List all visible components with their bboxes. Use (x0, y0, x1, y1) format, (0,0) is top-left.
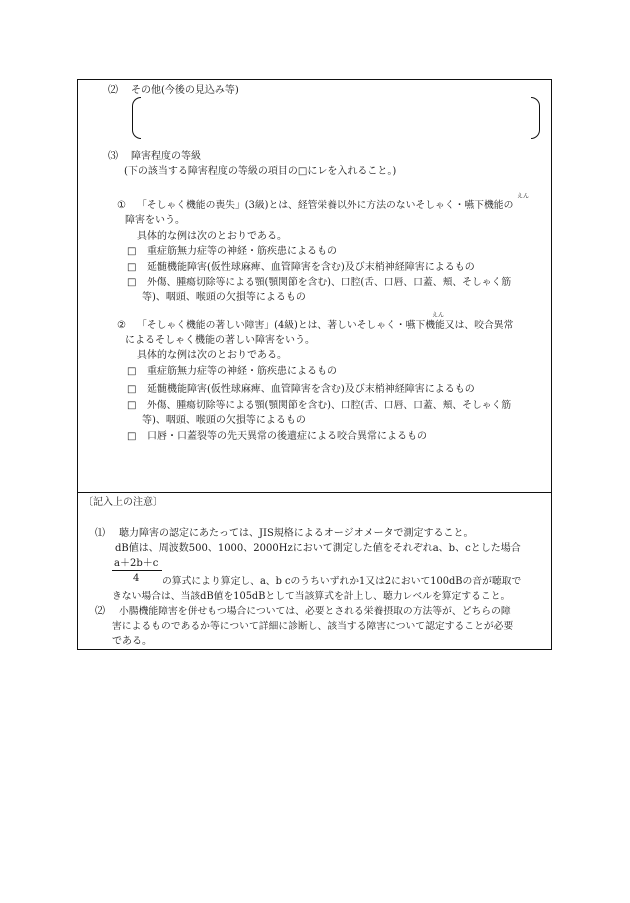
item2-check4-label: 口唇・口蓋裂等の先天異常の後遺症による咬合異常によるもの (147, 431, 427, 442)
item2-number: ② (117, 320, 126, 331)
other-number: ⑵ (108, 85, 118, 96)
note2-line3: である。 (112, 636, 152, 647)
notes-heading: 〔記入上の注意〕 (83, 497, 163, 508)
note1-number: ⑴ (95, 528, 105, 539)
item1-check2-box[interactable]: □ (127, 262, 137, 273)
item2-line2: によるそしゃく機能の著しい障害をいう。 (125, 335, 315, 346)
item1-ruby: えん (517, 193, 530, 200)
item1-line1: 「そしゃく機能の喪失」(3級)とは、経管栄養以外に方法のないそしゃく・嚥下機能の (137, 200, 514, 211)
item2-check4-box[interactable]: □ (127, 431, 137, 442)
grade-number: ⑶ (108, 151, 118, 162)
other-title: その他(今後の見込み等) (131, 85, 239, 96)
other-field-right-bracket (531, 97, 540, 139)
item2-line1: 「そしゃく機能の著しい障害」(4級)とは、著しいそしゃく・嚥下機能又は、咬合異常 (137, 320, 514, 331)
note1-line2: dB値は、周波数500、1000、2000Hzにおいて測定した値をそれぞれa、b、cとした場合 (115, 543, 521, 554)
item1-check1-box[interactable]: □ (127, 246, 137, 257)
item1-check1-label: 重症筋無力症等の神経・筋疾患によるもの (147, 246, 337, 257)
item1-check3-box[interactable]: □ (127, 277, 137, 288)
formula-fraction-bar (112, 570, 162, 571)
item2-check1-box[interactable]: □ (127, 366, 137, 377)
item1-check2-label: 延髄機能障害(仮性球麻痺、血管障害を含む)及び末梢神経障害によるもの (147, 262, 475, 273)
note1-line4: きない場合は、当該dB値を105dBとして当該算式を計上し、聴力レベルを算定すること。 (112, 591, 511, 602)
item1-check3-continued: 等)、咽頭、喉頭の欠損等によるもの (142, 292, 306, 303)
item2-ruby: えん (432, 312, 445, 319)
note2-line1: 小腸機能障害を併せもつ場合については、必要とされる栄養摂取の方法等が、どちらの障 (119, 606, 511, 617)
grade-title: 障害程度の等級 (131, 151, 201, 162)
item2-check3-label: 外傷、腫瘍切除等による顎(顎関節を含む)、口腔(舌、口唇、口蓋、頬、そしゃく筋 (147, 400, 512, 411)
item2-check3-continued: 等)、咽頭、喉頭の欠損等によるもの (142, 415, 306, 426)
item1-line2: 障害をいう。 (125, 215, 185, 226)
formula-denominator: 4 (133, 573, 140, 584)
item2-check3-box[interactable]: □ (127, 400, 137, 411)
item2-check1-label: 重症筋無力症等の神経・筋疾患によるもの (147, 366, 337, 377)
note1-line1: 聴力障害の認定にあたっては、JIS規格によるオージオメータで測定すること。 (119, 528, 474, 539)
note2-line2: 害によるものであるか等について詳細に診断し、該当する障害について認定することが必要 (112, 621, 514, 632)
item1-check3-label: 外傷、腫瘍切除等による顎(顎関節を含む)、口腔(舌、口唇、口蓋、頬、そしゃく筋 (147, 277, 512, 288)
note1-line3: の算式により算定し、a、b cのうちいずれか1又は2において100dBの音が聴取で (162, 576, 522, 587)
item2-example: 具体的な例は次のとおりである。 (137, 350, 287, 361)
item1-number: ① (117, 200, 126, 211)
other-field-left-bracket (132, 97, 141, 139)
formula-numerator: a＋2b＋c (114, 558, 159, 569)
item2-check2-label: 延髄機能障害(仮性球麻痺、血管障害を含む)及び末梢神経障害によるもの (147, 384, 475, 395)
grade-note: (下の該当する障害程度の等級の項目の□にレを入れること。) (124, 166, 397, 177)
item2-check2-box[interactable]: □ (127, 384, 137, 395)
note2-number: ⑵ (95, 606, 105, 617)
section-divider (77, 492, 552, 493)
item1-example: 具体的な例は次のとおりである。 (137, 231, 287, 242)
